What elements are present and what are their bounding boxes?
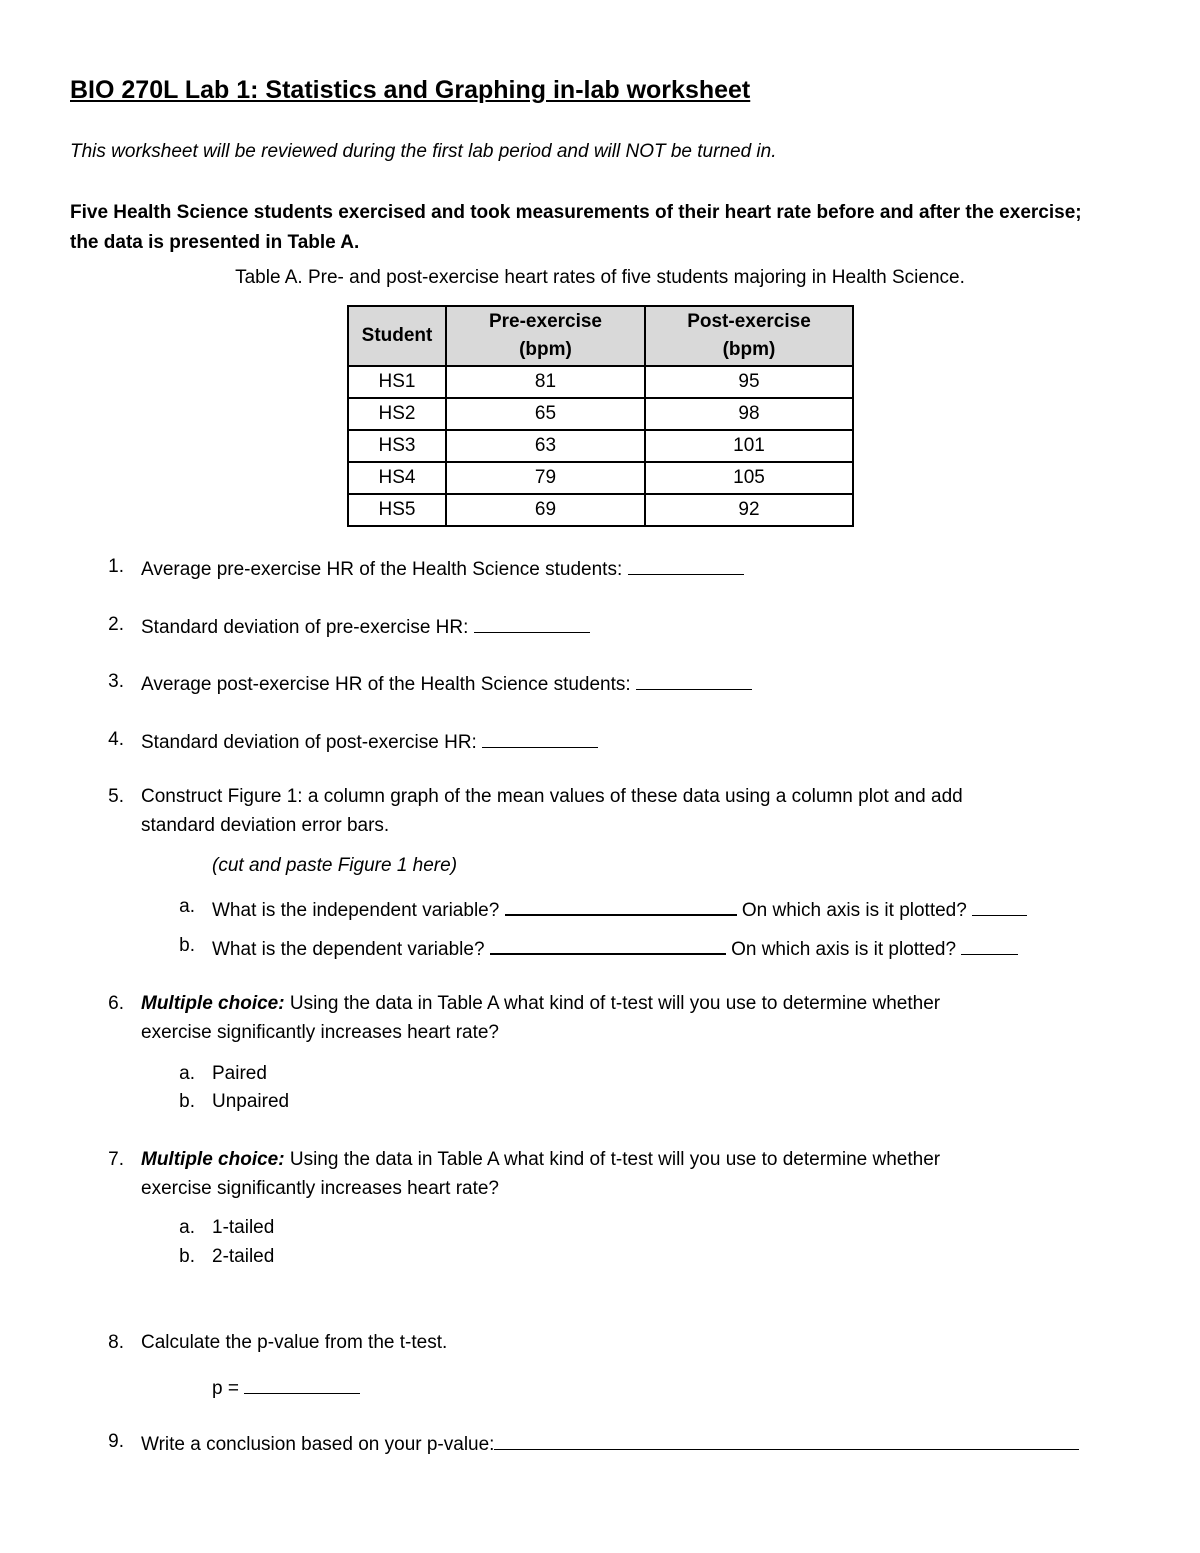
cell-student: HS1 bbox=[348, 366, 446, 398]
question-text: Average post-exercise HR of the Health Science students: bbox=[141, 674, 636, 695]
table-row bbox=[348, 366, 853, 398]
axis-question-text: On which axis is it plotted? bbox=[725, 939, 962, 960]
dependent-variable-blank[interactable] bbox=[490, 935, 726, 955]
table-caption: Table A. Pre- and post-exercise heart rates of five students majoring in Health Science. bbox=[235, 267, 965, 288]
question-number: 7. bbox=[108, 1149, 124, 1170]
question-1 bbox=[0, 556, 1200, 582]
choice-letter: b. bbox=[179, 1246, 195, 1267]
question-number: 6. bbox=[108, 993, 124, 1014]
cell-pre: 81 bbox=[446, 366, 645, 398]
choice-text: 2-tailed bbox=[212, 1246, 275, 1267]
page-title: BIO 270L Lab 1: Statistics and Graphing in-lab worksheet bbox=[70, 76, 751, 104]
question-3 bbox=[0, 671, 1200, 697]
question-text: Average pre-exercise HR of the Health Science students: bbox=[141, 559, 628, 580]
choice-a[interactable] bbox=[0, 1217, 400, 1243]
question-text-line1: Using the data in Table A what kind of t-test will you use to determine whether bbox=[284, 993, 941, 1014]
question-4 bbox=[0, 729, 1200, 755]
cell-pre: 65 bbox=[446, 398, 645, 430]
heart-rate-table bbox=[347, 305, 854, 527]
worksheet-note: This worksheet will be reviewed during the first lab period and will NOT be turned in. bbox=[70, 141, 777, 162]
table-header-row bbox=[348, 306, 853, 366]
choice-b[interactable] bbox=[0, 1246, 400, 1272]
question-text-line2: standard deviation error bars. bbox=[141, 815, 390, 836]
subquestion-letter: a. bbox=[179, 896, 195, 917]
table-row bbox=[348, 430, 853, 462]
choice-text: Unpaired bbox=[212, 1091, 290, 1112]
figure-paste-note: (cut and paste Figure 1 here) bbox=[212, 855, 458, 876]
answer-blank[interactable] bbox=[636, 671, 752, 690]
cell-student: HS3 bbox=[348, 430, 446, 462]
question-7 bbox=[0, 1149, 1200, 1279]
subquestion-letter: b. bbox=[179, 935, 195, 956]
choice-b[interactable] bbox=[0, 1091, 400, 1117]
cell-student: HS2 bbox=[348, 398, 446, 430]
table-row bbox=[348, 494, 853, 526]
question-text-line2: exercise significantly increases heart rate? bbox=[141, 1022, 500, 1043]
question-text: Standard deviation of post-exercise HR: bbox=[141, 732, 483, 753]
question-8 bbox=[0, 1332, 1200, 1402]
question-number: 4. bbox=[108, 729, 124, 750]
cell-pre: 63 bbox=[446, 430, 645, 462]
choice-text: 1-tailed bbox=[212, 1217, 275, 1238]
table-row bbox=[348, 398, 853, 430]
cell-post: 98 bbox=[645, 398, 853, 430]
choice-letter: a. bbox=[179, 1063, 195, 1084]
axis-blank[interactable] bbox=[972, 897, 1027, 916]
question-text: Write a conclusion based on your p-value: bbox=[141, 1434, 495, 1455]
answer-blank[interactable] bbox=[474, 614, 590, 633]
question-text-line1: Using the data in Table A what kind of t-test will you use to determine whether bbox=[284, 1149, 941, 1170]
cell-pre: 69 bbox=[446, 494, 645, 526]
header-student: Student bbox=[348, 306, 446, 366]
choice-letter: a. bbox=[179, 1217, 195, 1238]
cell-pre: 79 bbox=[446, 462, 645, 494]
cell-post: 95 bbox=[645, 366, 853, 398]
answer-blank[interactable] bbox=[482, 729, 598, 748]
question-text-line2: exercise significantly increases heart rate? bbox=[141, 1178, 500, 1199]
cell-post: 105 bbox=[645, 462, 853, 494]
question-number: 5. bbox=[108, 786, 124, 807]
multiple-choice-label: Multiple choice: bbox=[141, 1149, 285, 1170]
question-2 bbox=[0, 614, 1200, 640]
question-number: 3. bbox=[108, 671, 124, 692]
choice-letter: b. bbox=[179, 1091, 195, 1112]
conclusion-blank[interactable] bbox=[494, 1431, 1079, 1450]
subquestion-text: What is the independent variable? bbox=[212, 900, 505, 921]
multiple-choice-label: Multiple choice: bbox=[141, 993, 285, 1014]
axis-question-text: On which axis is it plotted? bbox=[736, 900, 973, 921]
p-value-label: p = bbox=[212, 1378, 245, 1399]
cell-student: HS5 bbox=[348, 494, 446, 526]
header-post-exercise: Post-exercise (bpm) bbox=[645, 306, 853, 366]
question-9 bbox=[0, 1431, 1200, 1457]
independent-variable-blank[interactable] bbox=[505, 896, 737, 916]
question-number: 8. bbox=[108, 1332, 124, 1353]
axis-blank[interactable] bbox=[961, 936, 1018, 955]
choice-text: Paired bbox=[212, 1063, 267, 1084]
cell-student: HS4 bbox=[348, 462, 446, 494]
question-6 bbox=[0, 993, 1200, 1123]
question-text-line1: Construct Figure 1: a column graph of the mean values of these data using a column plot and add bbox=[141, 786, 963, 807]
question-5 bbox=[0, 786, 1200, 966]
answer-blank[interactable] bbox=[628, 556, 744, 575]
question-text: Standard deviation of pre-exercise HR: bbox=[141, 617, 474, 638]
header-pre-exercise: Pre-exercise (bpm) bbox=[446, 306, 645, 366]
p-value-blank[interactable] bbox=[244, 1375, 360, 1394]
subquestion-b bbox=[0, 935, 1200, 961]
question-text: Calculate the p-value from the t-test. bbox=[141, 1332, 448, 1353]
question-number: 1. bbox=[108, 556, 124, 577]
choice-a[interactable] bbox=[0, 1063, 400, 1089]
subquestion-text: What is the dependent variable? bbox=[212, 939, 490, 960]
question-number: 2. bbox=[108, 614, 124, 635]
cell-post: 92 bbox=[645, 494, 853, 526]
table-row bbox=[348, 462, 853, 494]
cell-post: 101 bbox=[645, 430, 853, 462]
intro-paragraph: Five Health Science students exercised and took measurements of their heart rate before and after the exercise; the data is presented in Table A. bbox=[70, 202, 1082, 253]
subquestion-a bbox=[0, 896, 1200, 922]
question-number: 9. bbox=[108, 1431, 124, 1452]
